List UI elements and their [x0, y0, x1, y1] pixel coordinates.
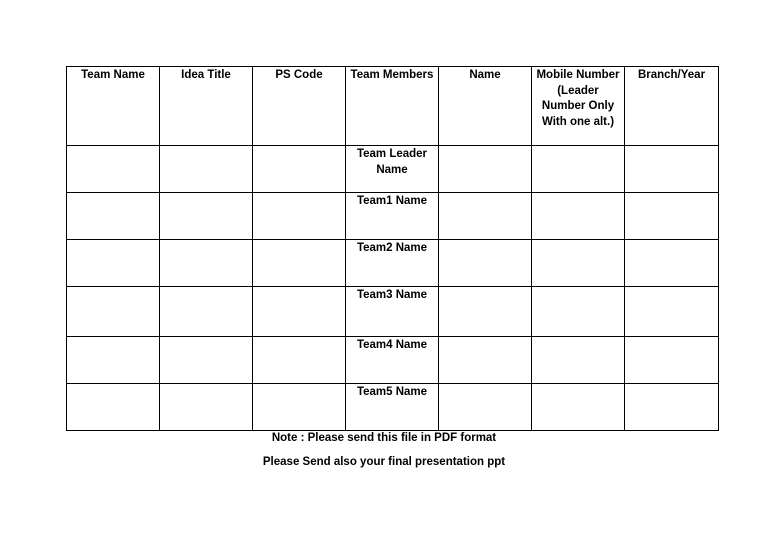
- idea-title-cell[interactable]: [160, 193, 253, 240]
- ps-code-cell[interactable]: [253, 146, 346, 193]
- idea-title-cell[interactable]: [160, 337, 253, 384]
- branch-year-cell[interactable]: [625, 146, 719, 193]
- table-row: [67, 337, 719, 384]
- idea-title-cell[interactable]: [160, 240, 253, 287]
- ps-code-cell[interactable]: [253, 287, 346, 337]
- mobile-number-cell[interactable]: [532, 337, 625, 384]
- table-row: [67, 193, 719, 240]
- table-row: [67, 384, 719, 431]
- branch-year-cell[interactable]: [625, 337, 719, 384]
- mobile-number-cell[interactable]: [532, 287, 625, 337]
- branch-year-cell[interactable]: [625, 287, 719, 337]
- header-team-members: Team Members: [346, 67, 439, 146]
- idea-title-cell[interactable]: [160, 384, 253, 431]
- team-member-label: Team2 Name: [346, 240, 439, 287]
- member-name-cell[interactable]: [439, 337, 532, 384]
- mobile-number-cell[interactable]: [532, 240, 625, 287]
- mobile-number-cell[interactable]: [532, 384, 625, 431]
- header-branch-year: Branch/Year: [625, 67, 719, 146]
- presentation-note: Please Send also your final presentation ppt: [262, 456, 506, 468]
- header-name: Name: [439, 67, 532, 146]
- team-member-label: Team5 Name: [346, 384, 439, 431]
- branch-year-cell[interactable]: [625, 240, 719, 287]
- header-team-name: Team Name: [67, 67, 160, 146]
- team-name-cell[interactable]: [67, 337, 160, 384]
- member-name-cell[interactable]: [439, 240, 532, 287]
- idea-title-cell[interactable]: [160, 287, 253, 337]
- mobile-number-cell[interactable]: [532, 146, 625, 193]
- pdf-format-note: Note : Please send this file in PDF format: [271, 432, 497, 444]
- ps-code-cell[interactable]: [253, 384, 346, 431]
- table-row: [67, 146, 719, 193]
- team-member-label: Team4 Name: [346, 337, 439, 384]
- ps-code-cell[interactable]: [253, 240, 346, 287]
- branch-year-cell[interactable]: [625, 193, 719, 240]
- member-name-cell[interactable]: [439, 146, 532, 193]
- table-row: [67, 287, 719, 337]
- header-mobile-number: Mobile Number (Leader Number Only With one alt.): [532, 67, 625, 146]
- table-row: [67, 240, 719, 287]
- team-member-label: Team Leader Name: [346, 146, 439, 193]
- team-name-cell[interactable]: [67, 287, 160, 337]
- team-member-label: Team1 Name: [346, 193, 439, 240]
- team-name-cell[interactable]: [67, 240, 160, 287]
- member-name-cell[interactable]: [439, 384, 532, 431]
- member-name-cell[interactable]: [439, 193, 532, 240]
- team-name-cell[interactable]: [67, 146, 160, 193]
- ps-code-cell[interactable]: [253, 337, 346, 384]
- header-idea-title: Idea Title: [160, 67, 253, 146]
- team-member-label: Team3 Name: [346, 287, 439, 337]
- branch-year-cell[interactable]: [625, 384, 719, 431]
- member-name-cell[interactable]: [439, 287, 532, 337]
- mobile-number-cell[interactable]: [532, 193, 625, 240]
- ps-code-cell[interactable]: [253, 193, 346, 240]
- team-name-cell[interactable]: [67, 384, 160, 431]
- header-ps-code: PS Code: [253, 67, 346, 146]
- team-registration-table: [66, 66, 719, 431]
- idea-title-cell[interactable]: [160, 146, 253, 193]
- team-name-cell[interactable]: [67, 193, 160, 240]
- table-header-row: [67, 67, 719, 146]
